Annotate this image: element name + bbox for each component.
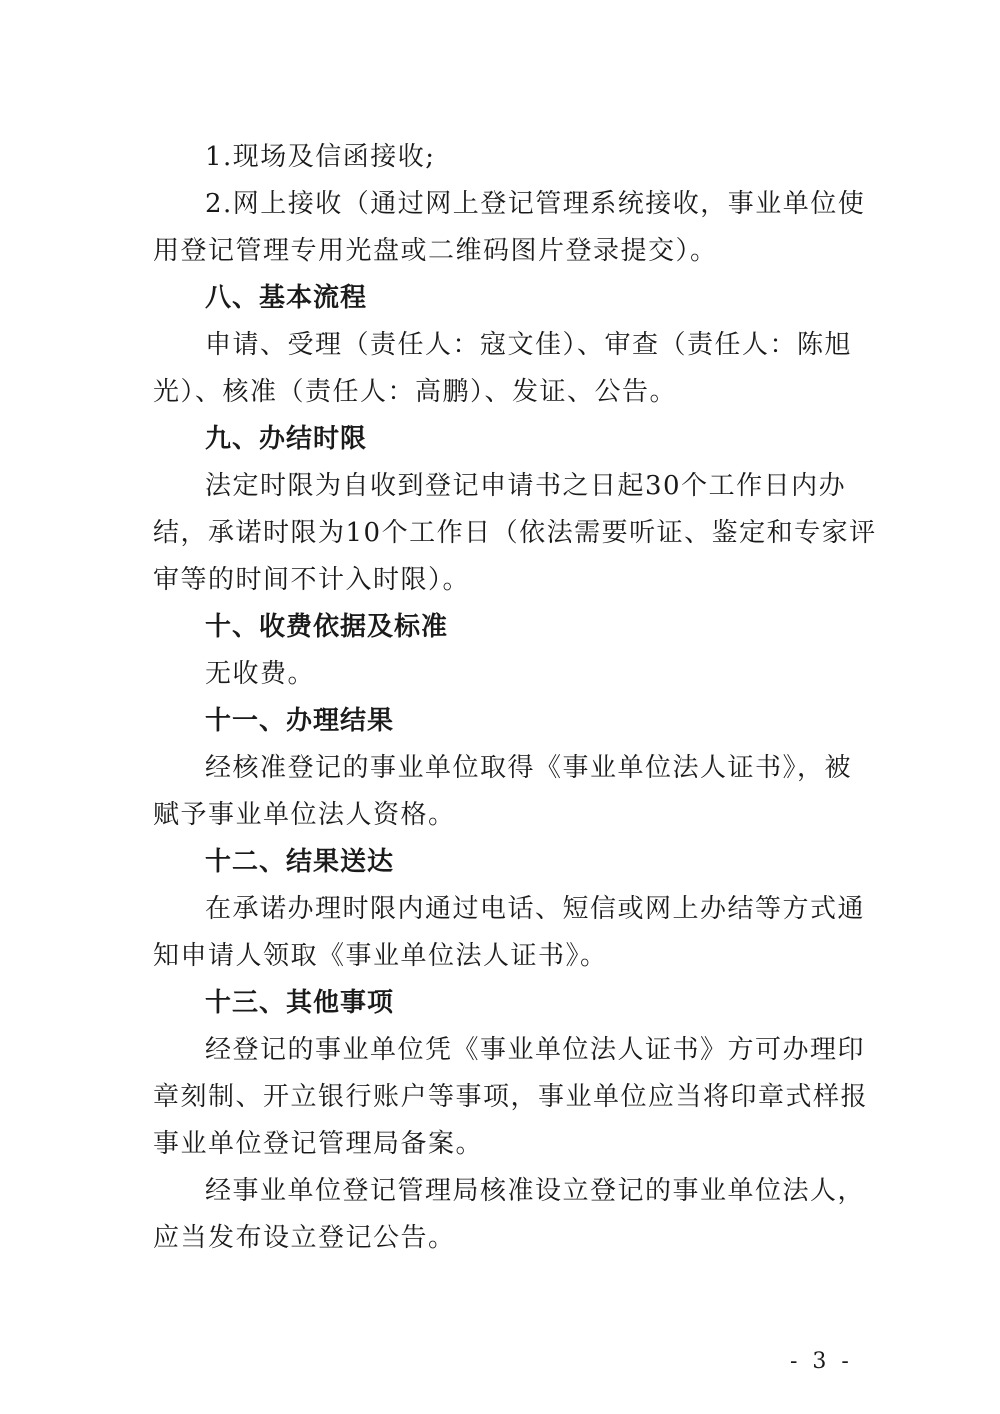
section-heading-result: 十一、办理结果 xyxy=(205,706,395,736)
paragraph-line-process-cont: 光）、核准（责任人：高鹏）、发证、公告。 xyxy=(153,377,678,407)
paragraph-line-time-limit-end: 审等的时间不计入时限）。 xyxy=(153,565,471,595)
paragraph-line-reception-onsite: 1.现场及信函接收; xyxy=(205,142,436,172)
paragraph-line-result-cont: 赋予事业单位法人资格。 xyxy=(153,800,456,830)
paragraph-line-fees: 无收费。 xyxy=(205,659,316,689)
section-heading-delivery: 十二、结果送达 xyxy=(205,847,395,877)
section-heading-other-matters: 十三、其他事项 xyxy=(205,988,395,1018)
paragraph-line-time-limit-cont: 结，承诺时限为10个工作日（依法需要听证、鉴定和专家评 xyxy=(153,518,877,548)
section-heading-fees: 十、收费依据及标准 xyxy=(205,612,449,642)
paragraph-line-reception-online-cont: 用登记管理专用光盘或二维码图片登录提交）。 xyxy=(153,236,718,266)
paragraph-line-other-1-cont: 章刻制、开立银行账户等事项，事业单位应当将印章式样报 xyxy=(153,1082,869,1112)
paragraph-line-time-limit: 法定时限为自收到登记申请书之日起30个工作日内办 xyxy=(205,471,847,501)
paragraph-line-other-1: 经登记的事业单位凭《事业单位法人证书》方可办理印 xyxy=(205,1035,866,1065)
paragraph-line-other-2-cont: 应当发布设立登记公告。 xyxy=(153,1223,456,1253)
paragraph-line-result: 经核准登记的事业单位取得《事业单位法人证书》，被 xyxy=(205,753,853,783)
paragraph-line-reception-online: 2.网上接收（通过网上登记管理系统接收，事业单位使 xyxy=(205,189,866,219)
paragraph-line-other-1-end: 事业单位登记管理局备案。 xyxy=(153,1129,484,1159)
paragraph-line-delivery-cont: 知申请人领取《事业单位法人证书》。 xyxy=(153,941,608,971)
page-number: - 3 - xyxy=(790,1349,853,1374)
paragraph-line-other-2: 经事业单位登记管理局核准设立登记的事业单位法人， xyxy=(205,1176,866,1206)
paragraph-line-process: 申请、受理（责任人：寇文佳）、审查（责任人：陈旭 xyxy=(205,330,853,360)
paragraph-line-delivery: 在承诺办理时限内通过电话、短信或网上办结等方式通 xyxy=(205,894,866,924)
section-heading-time-limit: 九、办结时限 xyxy=(205,424,368,454)
section-heading-basic-process: 八、基本流程 xyxy=(205,283,368,313)
